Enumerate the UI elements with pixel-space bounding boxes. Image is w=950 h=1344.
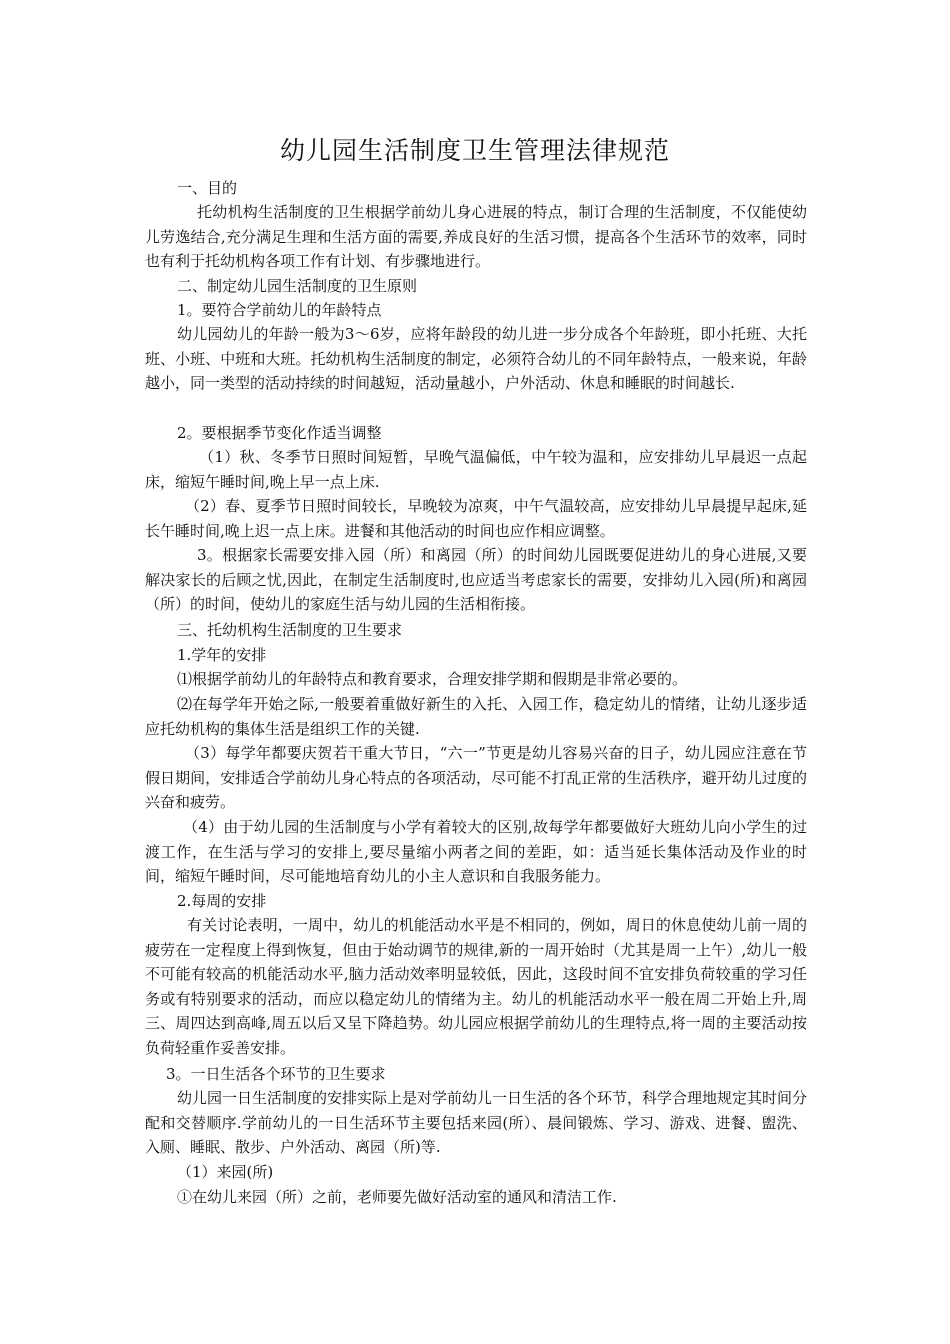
paragraph-age: 幼儿园幼儿的年龄一般为3～6岁，应将年龄段的幼儿进一步分成各个年龄班，即小托班、大托班、小班、中班和大班。托幼机构生活制度的制定，必须符合幼儿的不同年龄特点，一般来说，年龄越小，同一类型的活动持续的时间越短，活动量越小，户外活动、休息和睡眠的时间越长. <box>145 325 807 392</box>
paragraph-daily: 幼儿园一日生活制度的安排实际上是对学前幼儿一日生活的各个环节，科学合理地规定其时间分配和交替顺序.学前幼儿的一日生活环节主要包括来园(所）、晨间锻炼、学习、游戏、进餐、盥洗、入厕、睡眠、散步、户外活动、离园（所)等. <box>145 1089 808 1156</box>
paragraph-purpose: 托幼机构生活制度的卫生根据学前幼儿身心进展的特点，制订合理的生活制度，不仅能使幼儿劳逸结合,充分满足生理和生活方面的需要,养成良好的生活习惯，提高各个生活环节的效率，同时也有利于托幼机构各项工作有计划、有步骤地进行。 <box>145 203 807 270</box>
paragraph-weekly: 有关讨论表明，一周中，幼儿的机能活动水平是不相同的，例如，周日的休息使幼儿前一周的疲劳在一定程度上得到恢复，但由于始动调节的规律,新的一周开始时（尤其是周一上午）,幼儿一般不可能有较高的机能活动水平,脑力活动效率明显较低，因此，这段时间不宜安排负荷较重的学习任务或有特别要求的活动，而应以稳定幼儿的情绪为主。幼儿的机能活动水平一般在周二开始上升,周三、周四达到高峰,周五以后又呈下降趋势。幼儿园应根据学前幼儿的生理特点,将一周的主要活动按负荷轻重作妥善安排。 <box>145 916 807 1057</box>
paragraph-year-1: ⑴根据学前幼儿的年龄特点和教育要求，合理安排学期和假期是非常必要的。 <box>177 670 688 688</box>
subheading-school-year: 1.学年的安排 <box>177 646 267 664</box>
paragraph-spring-summer: （2）春、夏季节日照时间较长，早晚较为凉爽，中午气温较高，应安排幼儿早晨提早起床,延长午睡时间,晚上迟一点上床。进餐和其他活动的时间也应作相应调整。 <box>145 497 807 540</box>
subheading-weekly: 2.每周的安排 <box>177 892 267 910</box>
paragraph-year-4: （4）由于幼儿园的生活制度与小学有着较大的区别,故每学年都要做好大班幼儿向小学生的过渡工作，在生活与学习的安排上,要尽量缩小两者之间的差距，如：适当延长集体活动及作业的时间，缩短午睡时间，尽可能地培育幼儿的小主人意识和自我服务能力。 <box>145 818 807 885</box>
subheading-daily: 3。一日生活各个环节的卫生要求 <box>166 1065 386 1083</box>
paragraph-parents: 3。根据家长需要安排入园（所）和离园（所）的时间幼儿园既要促进幼儿的身心进展,又要解决家长的后顾之忧,因此，在制定生活制度时,也应适当考虑家长的需要，安排幼儿入园(所)和离园（所）的时间，使幼儿的家庭生活与幼儿园的生活相衔接。 <box>145 546 807 613</box>
paragraph-year-2: ⑵在每学年开始之际,一般要着重做好新生的入托、入园工作，稳定幼儿的情绪，让幼儿逐步适应托幼机构的集体生活是组织工作的关键. <box>145 695 807 738</box>
subheading-age: 1。要符合学前幼儿的年龄特点 <box>177 301 382 319</box>
subheading-season: 2。要根据季节变化作适当调整 <box>177 424 382 442</box>
section-heading-purpose: 一、目的 <box>177 179 238 197</box>
subheading-arrival: （1）来园(所) <box>177 1163 274 1181</box>
document-title: 幼儿园生活制度卫生管理法律规范 <box>279 136 670 165</box>
section-heading-requirements: 三、托幼机构生活制度的卫生要求 <box>177 621 403 639</box>
paragraph-year-3: （3）每学年都要庆贺若干重大节日，“六一”节更是幼儿容易兴奋的日子，幼儿园应注意在节假日期间，安排适合学前幼儿身心特点的各项活动，尽可能不打乱正常的生活秩序，避开幼儿过度的兴奋和疲劳。 <box>145 744 807 811</box>
paragraph-arrival-1: ①在幼儿来园（所）之前，老师要先做好活动室的通风和清洁工作. <box>177 1188 617 1206</box>
paragraph-autumn-winter: （1）秋、冬季节日照时间短暂，早晚气温偏低，中午较为温和，应安排幼儿早晨迟一点起床，缩短午睡时间,晚上早一点上床. <box>145 448 807 491</box>
section-heading-principles: 二、制定幼儿园生活制度的卫生原则 <box>177 277 418 295</box>
